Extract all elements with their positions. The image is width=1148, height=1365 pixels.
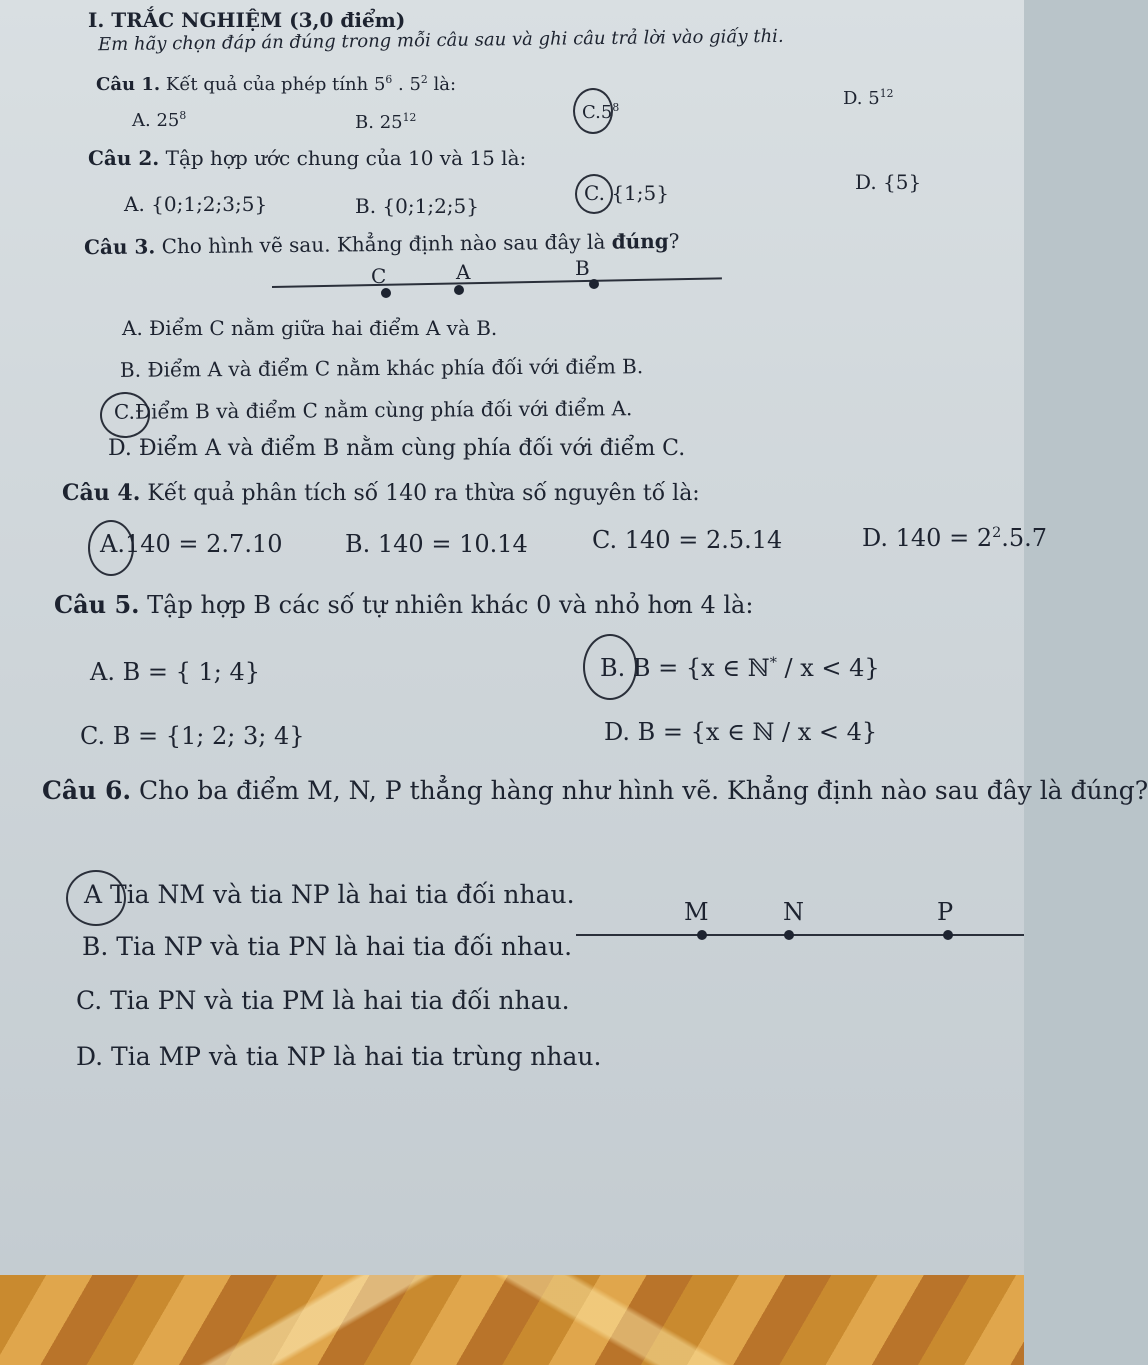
q2-text: Tập hợp ước chung của 10 và 15 là:	[165, 146, 527, 170]
q6-point-m-dot	[697, 930, 707, 940]
q3-point-c-label: C	[371, 264, 387, 288]
q6-label: Câu 6.	[42, 776, 132, 805]
q1-sup2: 2	[420, 73, 428, 86]
q5-b-pre: B = {x ∈ ℕ	[632, 654, 770, 682]
q3-text-bold: đúng	[611, 228, 669, 254]
q1-c-label: C.	[582, 102, 601, 123]
q3-point-b-label: B	[575, 256, 590, 280]
q4-stem	[62, 480, 700, 506]
q1-stem	[96, 74, 456, 95]
q4-text: Kết quả phân tích số 140 ra thừa số nguyên tố là:	[147, 481, 700, 506]
q6-point-p-dot	[943, 930, 953, 940]
q4-option-c[interactable]: C. 140 = 2.5.14	[592, 526, 783, 554]
q4-option-d[interactable]	[862, 524, 1047, 552]
q3-option-a[interactable]: A. Điểm C nằm giữa hai điểm A và B.	[122, 316, 498, 340]
q5-option-d[interactable]: D. B = {x ∈ ℕ / x < 4}	[604, 718, 878, 746]
q2-option-d[interactable]: D. {5}	[855, 170, 922, 194]
section-instruction: Em hãy chọn đáp án đúng trong mỗi câu sau và ghi câu trả lời vào giấy thi.	[97, 25, 784, 56]
q5-option-a[interactable]: A. B = { 1; 4}	[90, 658, 261, 686]
q5-stem	[54, 590, 753, 619]
q1-text-pre: Kết quả của phép tính 5	[165, 74, 386, 95]
q1-sup1: 6	[385, 73, 393, 86]
q2-label: Câu 2.	[88, 146, 160, 170]
q6-option-b[interactable]: B. Tia NP và tia PN là hai tia đối nhau.	[82, 932, 573, 961]
q5-option-c[interactable]: C. B = {1; 2; 3; 4}	[80, 722, 305, 750]
q1-a-base: 25	[156, 110, 180, 131]
q5-b-post: / x < 4}	[776, 654, 880, 682]
q2-c-value: {1;5}	[611, 181, 669, 205]
q3-c-text: Điểm B và điểm C nằm cùng phía đối với điểm A.	[134, 396, 633, 424]
q1-d-base: 5	[868, 88, 880, 109]
q3-text-pre: Cho hình vẽ sau. Khẳng định nào sau đây là	[161, 229, 612, 259]
q1-d-sup: 12	[879, 87, 894, 100]
q6-point-m-label: M	[684, 898, 709, 926]
q3-point-a-label: A	[456, 260, 471, 284]
q1-c-sup: 8	[612, 101, 620, 114]
q4-label: Câu 4.	[62, 480, 141, 506]
q4-option-b[interactable]: B. 140 = 10.14	[345, 530, 528, 558]
q3-c-label: C.	[113, 399, 136, 424]
q3-option-b[interactable]: B. Điểm A và điểm C nằm khác phía đối với điểm B.	[119, 354, 644, 382]
q3-text-post: ?	[668, 228, 680, 253]
q1-a-label: A.	[132, 110, 151, 131]
q1-text-post: là:	[427, 74, 457, 95]
q5-b-sup: *	[769, 655, 777, 671]
q1-option-a[interactable]	[132, 110, 186, 131]
q6-figure-line	[576, 934, 1024, 936]
q6-point-p-label: P	[937, 898, 954, 926]
q5-text: Tập hợp B các số tự nhiên khác 0 và nhỏ hơn 4 là:	[147, 591, 754, 619]
q4-d-post: .5.7	[1001, 524, 1048, 552]
q2-option-c[interactable]	[584, 181, 669, 205]
q4-a-label: A.	[100, 530, 125, 558]
q6-option-c[interactable]: C. Tia PN và tia PM là hai tia đối nhau.	[76, 986, 570, 1015]
q1-b-label: B.	[355, 112, 374, 133]
q6-a-label: A	[84, 880, 103, 909]
q3-label: Câu 3.	[83, 234, 156, 260]
q1-d-label: D.	[843, 88, 863, 109]
q5-b-label: B.	[600, 654, 626, 682]
q6-stem	[42, 776, 1148, 805]
q1-option-b[interactable]	[355, 112, 416, 133]
q5-label: Câu 5.	[54, 590, 140, 619]
q6-option-a[interactable]	[84, 880, 575, 909]
q1-c-base: 5	[600, 102, 613, 123]
q4-a-value: 140 = 2.7.10	[124, 530, 283, 558]
q2-stem	[88, 146, 526, 170]
q6-a-text: Tia NM và tia NP là hai tia đối nhau.	[110, 880, 575, 909]
q1-b-base: 25	[379, 112, 403, 133]
q1-option-d[interactable]	[843, 88, 893, 109]
q3-option-d[interactable]: D. Điểm A và điểm B nằm cùng phía đối với điểm C.	[108, 436, 686, 461]
q1-label: Câu 1.	[96, 74, 161, 95]
q4-option-a[interactable]	[100, 530, 282, 558]
q1-b-sup: 12	[402, 111, 417, 124]
q3-stem	[84, 229, 680, 259]
q2-option-a[interactable]: A. {0;1;2;3;5}	[124, 192, 268, 216]
q3-point-b-dot	[589, 279, 599, 289]
q1-option-c[interactable]	[582, 102, 619, 123]
q6-option-d[interactable]: D. Tia MP và tia NP là hai tia trùng nhau.	[76, 1042, 602, 1071]
q1-a-sup: 8	[179, 109, 187, 122]
q1-mid: . 5	[392, 74, 421, 95]
q5-option-b[interactable]	[600, 654, 880, 682]
q3-point-a-dot	[454, 285, 464, 295]
q3-option-c[interactable]	[114, 396, 633, 424]
q3-figure-line	[272, 277, 722, 288]
q3-point-c-dot	[381, 288, 391, 298]
section-title: I. TRẮC NGHIỆM (3,0 điểm)	[88, 8, 406, 32]
q6-point-n-dot	[784, 930, 794, 940]
q4-d-sup: 2	[992, 525, 1002, 541]
q2-option-b[interactable]: B. {0;1;2;5}	[355, 194, 479, 218]
q4-d-base: D. 140 = 2	[862, 524, 993, 552]
background-carpet	[0, 1275, 1024, 1365]
q6-text: Cho ba điểm M, N, P thẳng hàng như hình vẽ. Khẳng định nào sau đây là đúng?	[139, 776, 1148, 805]
q2-c-label: C.	[584, 181, 605, 205]
q6-point-n-label: N	[783, 898, 804, 926]
